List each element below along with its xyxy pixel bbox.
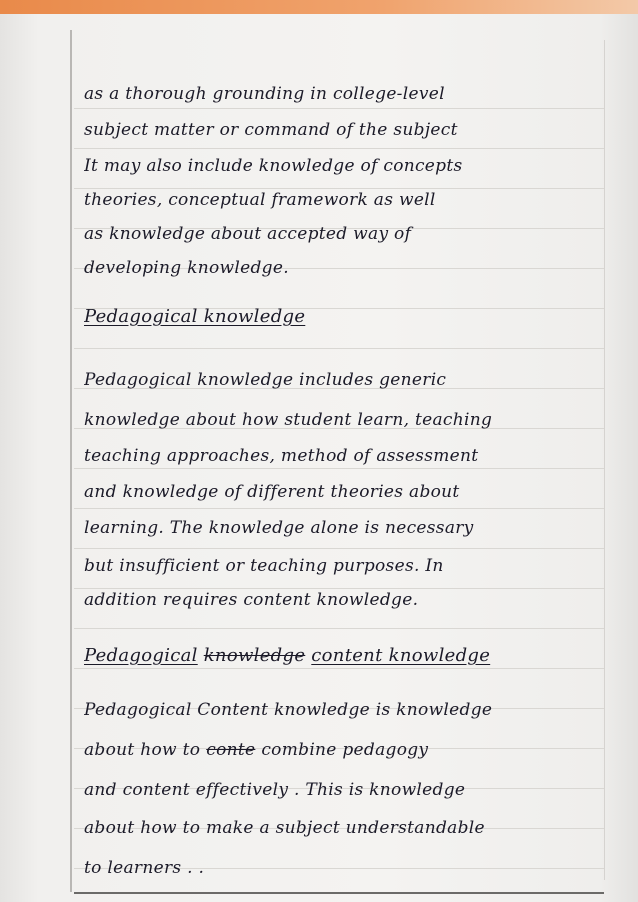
margin-line <box>70 30 72 892</box>
page-top-edge <box>0 0 638 14</box>
section-heading: Pedagogical knowledge <box>84 306 306 327</box>
struck-word: conte <box>206 740 256 760</box>
text-line: It may also include knowledge of concepts <box>84 156 463 176</box>
ruled-line <box>74 548 604 549</box>
ruled-line <box>74 348 604 349</box>
ruled-line <box>74 188 604 189</box>
text-line: about how to make a subject understandable <box>84 818 485 838</box>
text-line: but insufficient or teaching purposes. In <box>84 556 444 576</box>
heading-word: Pedagogical <box>84 645 198 666</box>
ruled-line <box>74 508 604 509</box>
ruled-line <box>74 588 604 589</box>
section-heading-2 <box>84 645 608 666</box>
text-fragment: combine pedagogy <box>261 740 429 760</box>
text-line: and content effectively . This is knowledge <box>84 780 466 800</box>
text-line: Pedagogical Content knowledge is knowledge <box>84 700 493 720</box>
text-line-with-strike <box>84 740 608 760</box>
text-line: developing knowledge. <box>84 258 289 278</box>
text-line: teaching approaches, method of assessment <box>84 446 479 466</box>
text-line: theories, conceptual framework as well <box>84 190 436 210</box>
bottom-rule <box>74 892 604 894</box>
struck-word: knowledge <box>203 645 306 666</box>
ruled-line <box>74 668 604 669</box>
ruled-line <box>74 108 604 109</box>
heading-word: content knowledge <box>311 645 491 666</box>
ruled-line <box>74 148 604 149</box>
text-line: addition requires content knowledge. <box>84 590 419 610</box>
text-fragment: about how to <box>84 740 201 760</box>
text-line: as a thorough grounding in college-level <box>84 84 445 104</box>
text-line: as knowledge about accepted way of <box>84 224 412 244</box>
text-line: Pedagogical knowledge includes generic <box>84 370 447 390</box>
text-line: and knowledge of different theories about <box>84 482 460 502</box>
ruled-line <box>74 468 604 469</box>
text-line: learning. The knowledge alone is necessary <box>84 518 474 538</box>
ruled-line <box>74 628 604 629</box>
text-line: knowledge about how student learn, teaching <box>84 410 493 430</box>
text-line: to learners . . <box>84 858 205 878</box>
text-line: subject matter or command of the subject <box>84 120 458 140</box>
